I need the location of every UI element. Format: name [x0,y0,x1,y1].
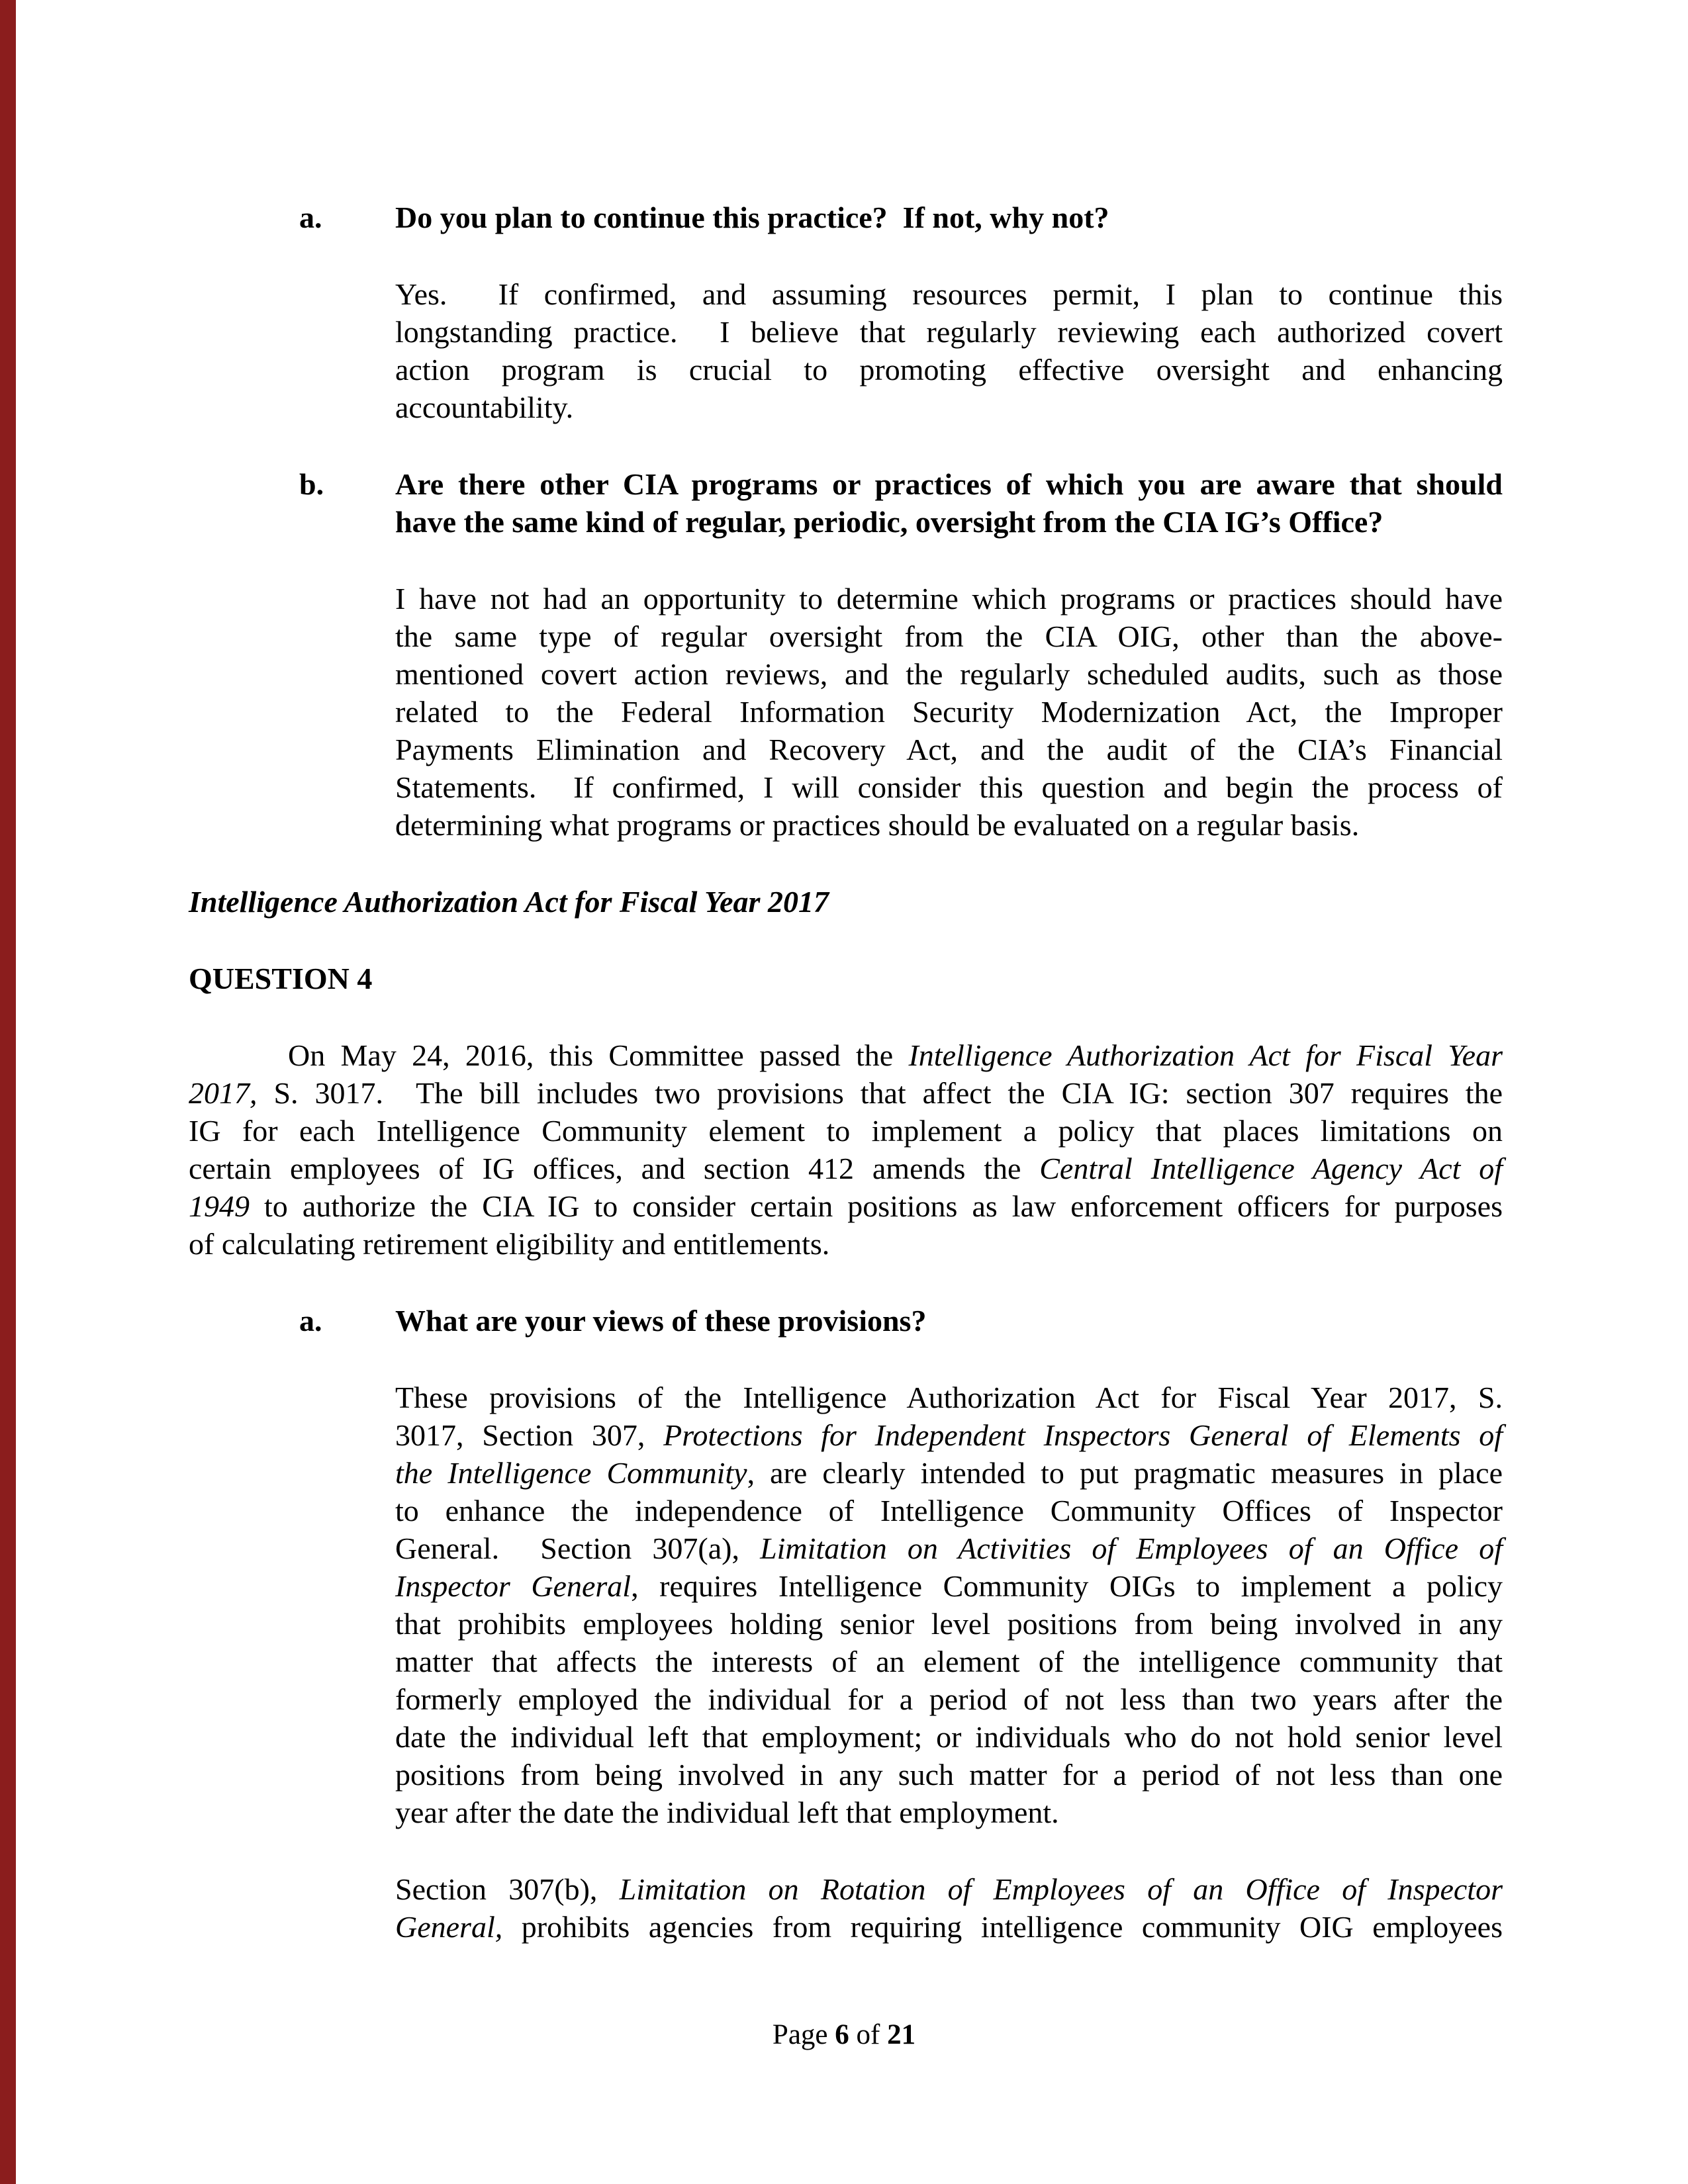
list-marker: a. [299,201,322,234]
text-segment: matter that affects the interests of an element of the intelligence community that [395,1645,1503,1678]
text-line [189,1150,1503,1187]
footer-of-label: of [856,2019,880,2050]
italic-text-segment: Intelligence Authorization Act for Fiscal Year [908,1038,1503,1072]
text-line [395,768,1503,806]
italic-text-segment: the Intelligence Community [395,1456,747,1490]
text-segment: action program is crucial to promoting effective oversight and enhancing [395,353,1503,387]
document-content [0,199,1688,1985]
text-line [395,655,1503,693]
text-segment: General. Section 307(a), [395,1531,761,1565]
footer-page-number: 6 [835,2019,849,2050]
text-segment: determining what programs or practices should be evaluated on a regular basis. [395,808,1360,842]
text-line [189,1225,1503,1263]
text-line [395,1680,1503,1718]
text-segment: have the same kind of regular, periodic, oversight from the CIA IG’s Office? [395,505,1383,539]
section-heading [189,883,1503,921]
italic-text-segment: Inspector General [395,1569,632,1603]
text-segment: IG for each Intelligence Community element to implement a policy that places limitations on [189,1114,1503,1148]
text-segment: that prohibits employees holding senior level positions from being involved in any [395,1607,1503,1641]
text-line [395,580,1503,617]
text-segment: related to the Federal Information Security Modernization Act, the Improper [395,695,1503,729]
text-segment: to enhance the independence of Intelligence Community Offices of Inspector [395,1494,1503,1527]
text-line [395,1756,1503,1794]
question-4-intro [189,1036,1503,1263]
text-line [395,1794,1503,1831]
text-line [395,1605,1503,1643]
question-3b [299,465,1503,541]
text-segment: positions from being involved in any such matter for a period of not less than one [395,1758,1503,1792]
text-segment: QUESTION 4 [189,962,373,995]
text-line [189,1036,1503,1074]
text-line [189,960,1503,997]
text-segment: Payments Elimination and Recovery Act, and the audit of the CIA’s Financial [395,733,1503,766]
text-line [395,1643,1503,1680]
list-marker: b. [299,467,324,501]
text-line [395,503,1503,541]
answer-3a [395,275,1503,426]
text-segment: These provisions of the Intelligence Authorization Act for Fiscal Year 2017, S. [395,1381,1503,1414]
question-3a [299,199,1503,236]
text-segment: mentioned covert action reviews, and the regularly scheduled audits, such as those [395,657,1503,691]
text-line [395,275,1503,313]
text-line [395,1529,1503,1567]
text-segment: , are clearly intended to put pragmatic measures in place [747,1456,1503,1490]
list-marker: a. [299,1304,322,1338]
question-4a [299,1302,1503,1340]
text-segment: I have not had an opportunity to determine which programs or practices should have [395,582,1503,615]
footer-page-label: Page [772,2019,828,2050]
text-segment: S. 3017. The bill includes two provisions that affect the CIA IG: section 307 requires the [257,1076,1503,1110]
italic-text-segment: General, [395,1910,503,1944]
page-footer [0,2016,1688,2054]
text-segment: formerly employed the individual for a period of not less than two years after the [395,1682,1503,1716]
answer-4a [395,1379,1503,1831]
footer-total-pages: 21 [887,2019,916,2050]
text-segment: What are your views of these provisions? [395,1304,927,1338]
text-line [395,693,1503,731]
text-segment: 3017, Section 307, [395,1418,664,1452]
text-line [395,351,1503,388]
text-segment: year after the date the individual left that employment. [395,1796,1059,1829]
italic-text-segment: Limitation on Rotation of Employees of an Office of Inspector [619,1872,1503,1906]
text-segment: to authorize the CIA IG to consider certain positions as law enforcement officers for purposes [250,1189,1503,1223]
text-segment: Statements. If confirmed, I will consider this question and begin the process of [395,770,1503,804]
text-line [395,1492,1503,1529]
text-line [395,465,1503,503]
text-segment: of calculating retirement eligibility and entitlements. [189,1227,830,1261]
text-line [395,199,1503,236]
text-line [395,731,1503,768]
text-line [189,1112,1503,1150]
text-segment: Section 307(b), [395,1872,620,1906]
text-line [395,617,1503,655]
section-307b-paragraph [395,1870,1503,1946]
text-line [395,1454,1503,1492]
text-line [395,1416,1503,1454]
text-line [189,883,1503,921]
text-line [395,1718,1503,1756]
text-segment: date the individual left that employment; or individuals who do not hold senior level [395,1720,1503,1754]
answer-3b [395,580,1503,844]
text-line [395,1908,1503,1946]
text-segment: Do you plan to continue this practice? If not, why not? [395,201,1109,234]
text-segment: Are there other CIA programs or practices of which you are aware that should [395,467,1503,501]
italic-text-segment: Limitation on Activities of Employees of an Office of [760,1531,1503,1565]
italic-text-segment: 1949 [189,1189,250,1223]
text-line [395,313,1503,351]
question-4-heading [189,960,1503,997]
text-segment: prohibits agencies from requiring intelligence community OIG employees [502,1910,1503,1944]
italic-text-segment: Protections for Independent Inspectors General of Elements of [663,1418,1503,1452]
text-segment: Intelligence Authorization Act for Fiscal Year 2017 [189,885,829,919]
text-line [395,1379,1503,1416]
text-line [395,1302,1503,1340]
text-segment: the same type of regular oversight from the CIA OIG, other than the above- [395,619,1503,653]
text-line [189,1187,1503,1225]
text-segment: accountability. [395,390,574,424]
italic-text-segment: Central Intelligence Agency Act of [1039,1152,1503,1185]
text-segment: longstanding practice. I believe that regularly reviewing each authorized covert [395,315,1503,349]
text-line [395,806,1503,844]
text-line [395,1567,1503,1605]
italic-text-segment: 2017, [189,1076,258,1110]
text-segment: Yes. If confirmed, and assuming resources permit, I plan to continue this [395,277,1503,311]
text-line [189,1074,1503,1112]
text-segment: On May 24, 2016, this Committee passed the [288,1038,909,1072]
text-line [395,1870,1503,1908]
text-segment: certain employees of IG offices, and section 412 amends the [189,1152,1040,1185]
text-segment: , requires Intelligence Community OIGs to implement a policy [631,1569,1503,1603]
text-line [395,388,1503,426]
